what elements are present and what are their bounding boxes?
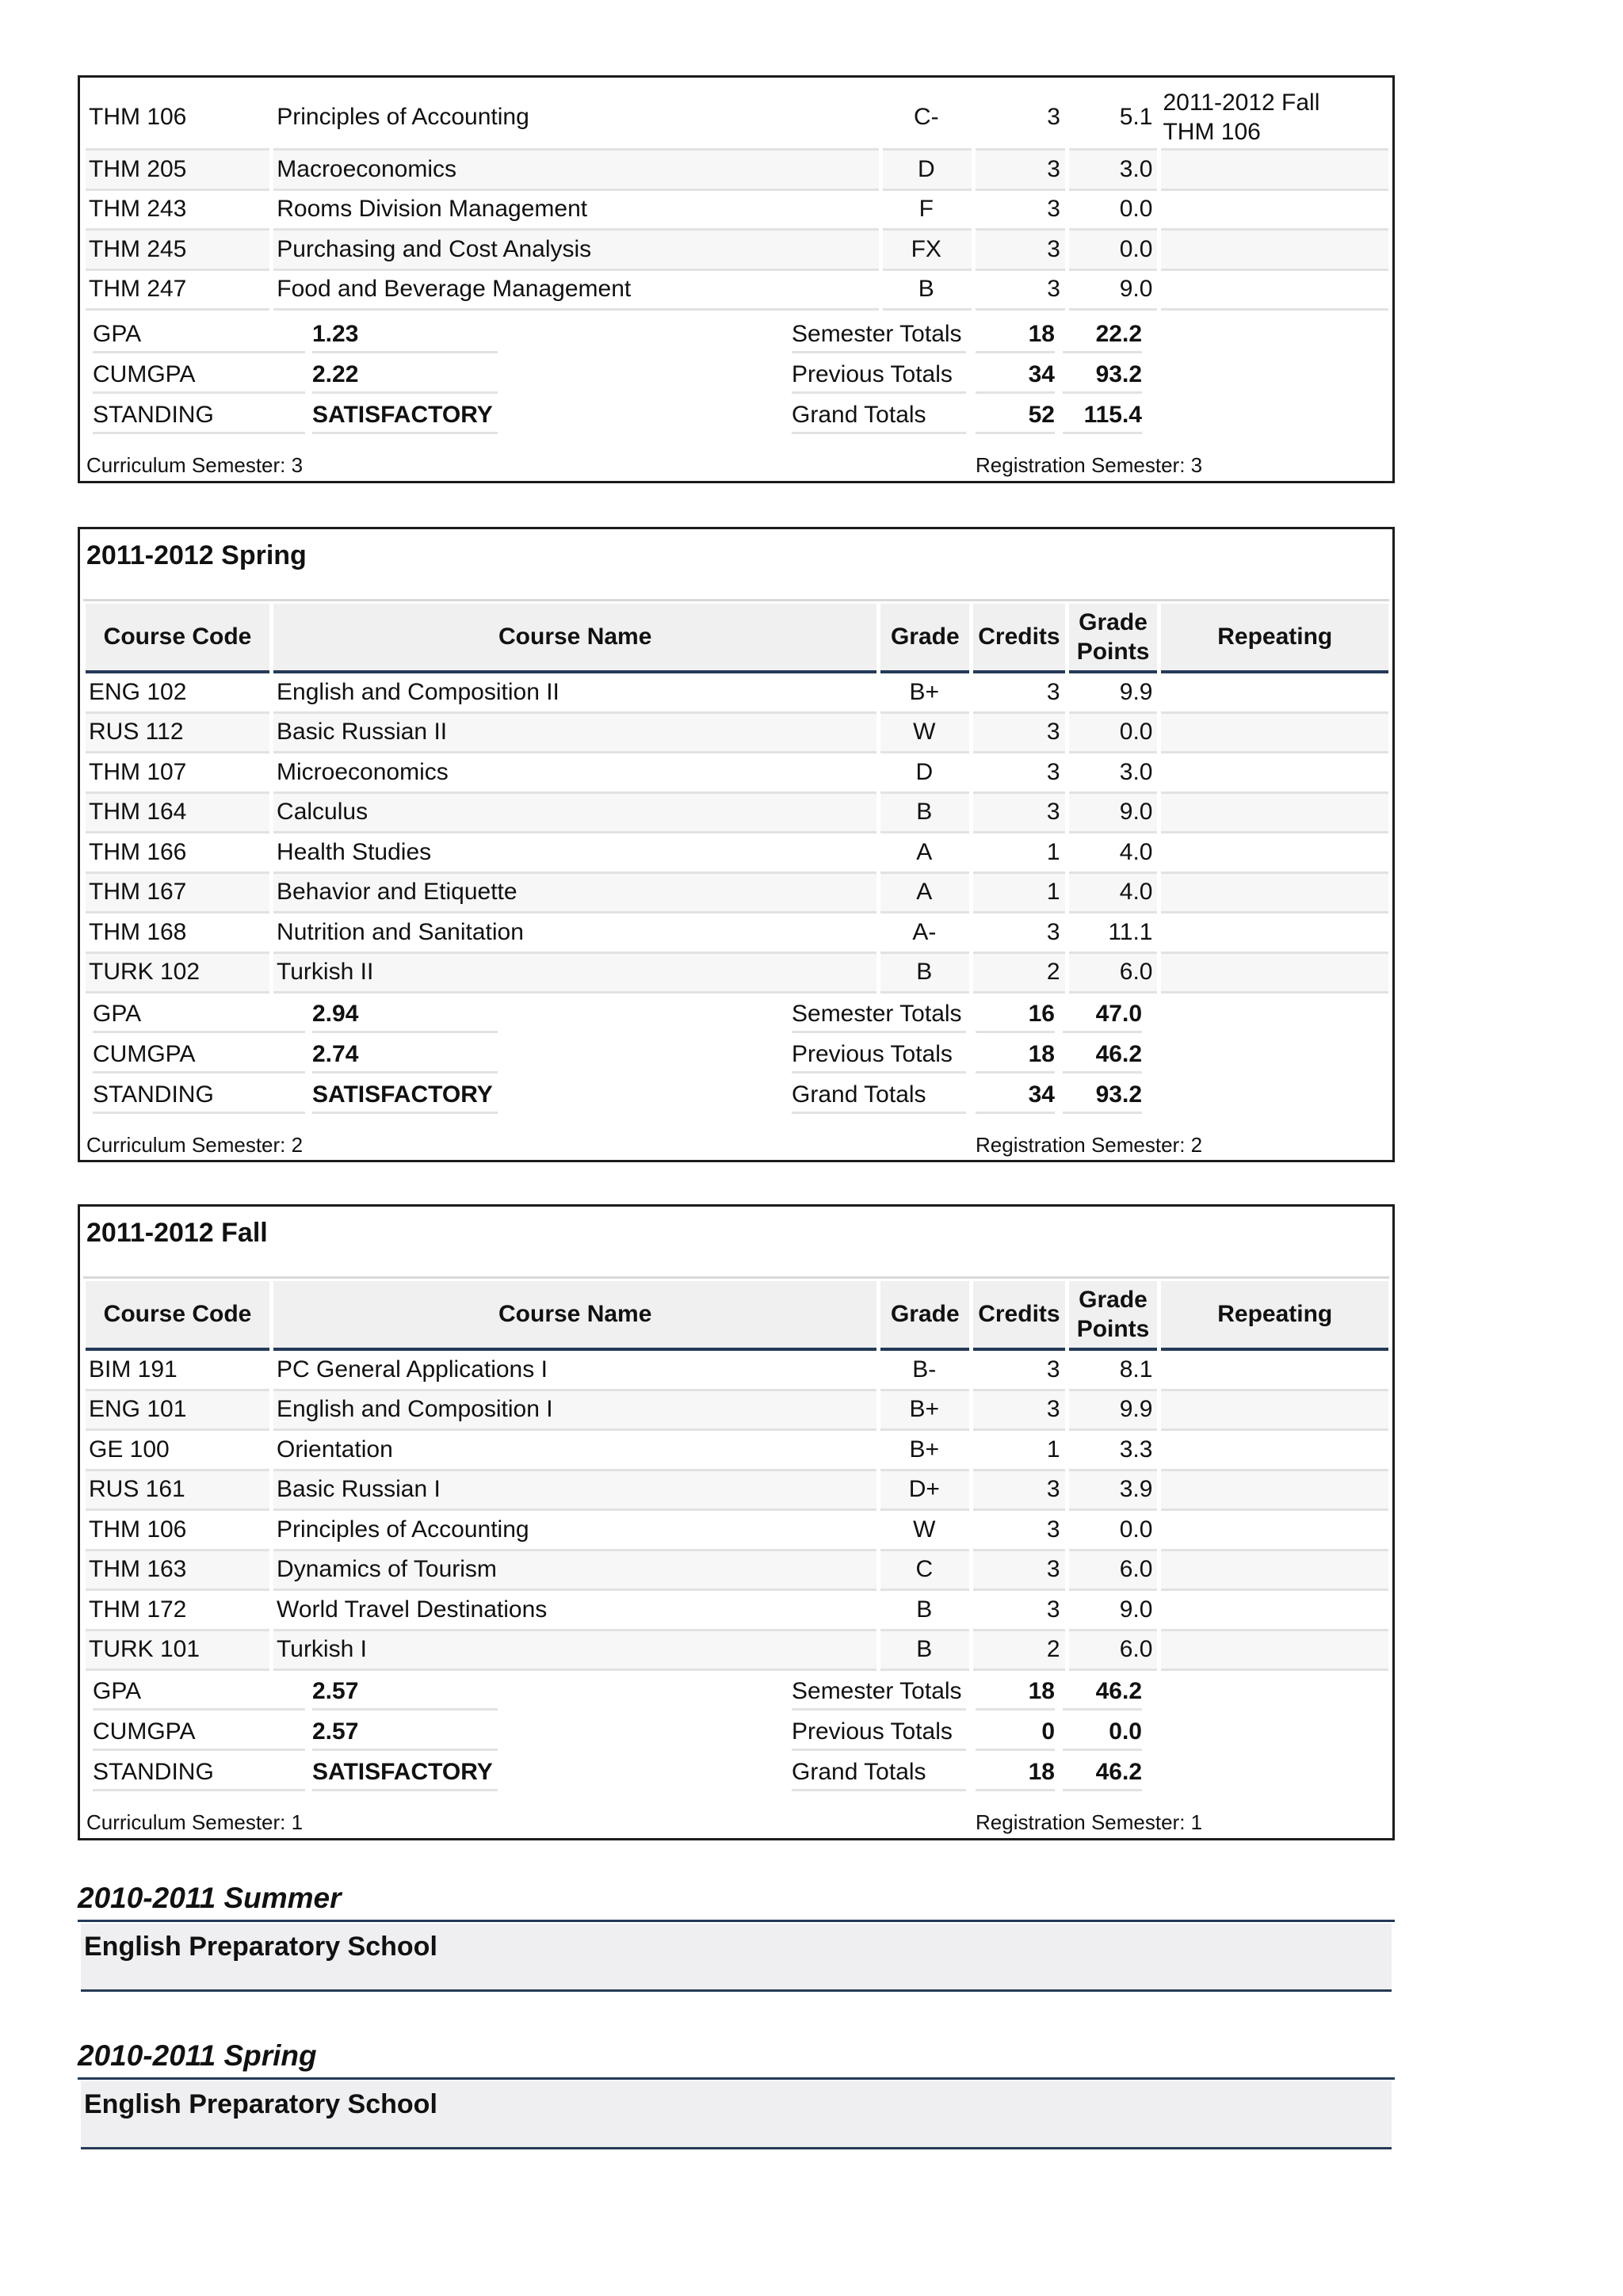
col-grade: Grade [880, 604, 969, 673]
semester-points: 46.2 [1063, 1672, 1142, 1711]
course-code: THM 247 [86, 271, 269, 311]
col-repeating: Repeating [1161, 1281, 1388, 1351]
semester-credits: 18 [976, 1672, 1055, 1711]
cumgpa-label: CUMGPA [93, 356, 305, 394]
course-credits: 3 [976, 271, 1065, 311]
course-name: Basic Russian I [273, 1471, 876, 1512]
course-name: Calculus [273, 794, 876, 834]
semester-title: 2011-2012 Fall [86, 1218, 268, 1248]
prep-term-heading: 2010-2011 Summer [78, 1882, 342, 1914]
course-name: English and Composition I [273, 1391, 876, 1432]
cumgpa-value: 2.74 [312, 1035, 498, 1074]
course-credits: 3 [976, 191, 1065, 231]
col-grade-points: Grade Points [1069, 1281, 1158, 1351]
course-code: TURK 101 [86, 1631, 269, 1672]
table-header-row [86, 604, 1388, 673]
previous-credits: 18 [976, 1035, 1055, 1074]
course-name: Purchasing and Cost Analysis [273, 231, 879, 271]
course-credits: 3 [973, 1351, 1064, 1391]
col-grade: Grade [880, 1281, 969, 1351]
course-repeating [1161, 151, 1388, 191]
course-grade: B+ [880, 673, 969, 714]
course-credits: 3 [973, 1471, 1064, 1512]
course-repeating [1161, 1551, 1388, 1592]
course-name: Dynamics of Tourism [273, 1551, 876, 1592]
cumgpa-value: 2.22 [312, 356, 498, 394]
course-grade: B [883, 271, 972, 311]
course-grade-points: 9.9 [1069, 673, 1158, 714]
repeating-term: 2011-2012 Fall [1163, 89, 1320, 116]
course-repeating [1161, 1391, 1388, 1432]
table-row [86, 753, 1388, 794]
course-grade-points: 4.0 [1069, 874, 1158, 914]
course-code: THM 164 [86, 794, 269, 834]
course-name: Macroeconomics [273, 151, 879, 191]
table-row [86, 1551, 1388, 1592]
col-course-name: Course Name [273, 1281, 876, 1351]
gpa-value: 2.94 [312, 995, 498, 1033]
course-grade: D [883, 151, 972, 191]
course-grade-points: 0.0 [1069, 191, 1158, 231]
table-row [86, 191, 1388, 231]
course-code: RUS 112 [86, 714, 269, 754]
course-code: THM 172 [86, 1591, 269, 1631]
course-repeating [1161, 231, 1388, 271]
course-grade-points: 3.3 [1069, 1431, 1158, 1471]
table-row [86, 271, 1388, 311]
table-row [86, 151, 1388, 191]
table-row [86, 794, 1388, 834]
grand-credits: 18 [976, 1753, 1055, 1791]
grand-totals-label: Grand Totals [792, 396, 966, 434]
course-credits: 2 [973, 954, 1064, 994]
course-name: Basic Russian II [273, 714, 876, 754]
previous-points: 46.2 [1063, 1035, 1142, 1074]
course-name: Turkish II [273, 954, 876, 994]
grand-points: 46.2 [1063, 1753, 1142, 1791]
standing-label: STANDING [93, 1753, 305, 1791]
col-repeating: Repeating [1161, 604, 1388, 673]
cumgpa-label: CUMGPA [93, 1713, 305, 1751]
course-grade-points: 0.0 [1069, 1511, 1158, 1551]
course-code: TURK 102 [86, 954, 269, 994]
prep-school-name: English Preparatory School [84, 1932, 437, 1962]
course-name: Food and Beverage Management [273, 271, 879, 311]
course-name: Principles of Accounting [273, 1511, 876, 1551]
title-divider [83, 599, 1389, 601]
course-credits: 3 [973, 1551, 1064, 1592]
prep-school-box [81, 1924, 1392, 1992]
title-divider [83, 1276, 1389, 1279]
semester-block-spring [78, 527, 1395, 1162]
table-row [86, 1511, 1388, 1551]
course-credits: 3 [973, 1591, 1064, 1631]
course-credits: 3 [973, 673, 1064, 714]
semester-credits: 16 [976, 995, 1055, 1033]
table-header-row [86, 1281, 1388, 1351]
course-code: THM 163 [86, 1551, 269, 1592]
course-code: THM 166 [86, 833, 269, 874]
gpa-label: GPA [93, 1672, 305, 1711]
col-grade-points: Grade Points [1069, 604, 1158, 673]
semester-credits: 18 [976, 315, 1055, 353]
col-credits: Credits [973, 604, 1064, 673]
course-grade-points: 3.9 [1069, 1471, 1158, 1512]
course-table [82, 86, 1392, 311]
standing-value: SATISFACTORY [312, 1076, 498, 1114]
course-grade: A [880, 874, 969, 914]
course-code: BIM 191 [86, 1351, 269, 1391]
table-row [86, 1431, 1388, 1471]
course-repeating [1161, 1631, 1388, 1672]
course-grade: D+ [880, 1471, 969, 1512]
course-repeating [1161, 1351, 1388, 1391]
course-grade: A [880, 833, 969, 874]
table-row [86, 954, 1388, 994]
course-repeating [1161, 271, 1388, 311]
course-repeating [1161, 833, 1388, 874]
col-course-code: Course Code [86, 604, 269, 673]
course-credits: 3 [976, 86, 1065, 151]
grand-totals-label: Grand Totals [792, 1076, 966, 1114]
cumgpa-label: CUMGPA [93, 1035, 305, 1074]
semester-points: 22.2 [1063, 315, 1142, 353]
course-grade: FX [883, 231, 972, 271]
course-table [82, 1281, 1392, 1671]
course-credits: 3 [973, 1391, 1064, 1432]
course-name: World Travel Destinations [273, 1591, 876, 1631]
course-grade: B [880, 954, 969, 994]
course-code: THM 168 [86, 913, 269, 954]
prep-school-box [81, 2081, 1392, 2149]
course-grade-points: 5.1 [1069, 86, 1158, 151]
course-name: Principles of Accounting [273, 86, 879, 151]
course-name: Behavior and Etiquette [273, 874, 876, 914]
course-grade-points: 6.0 [1069, 1551, 1158, 1592]
course-repeating [1161, 1471, 1388, 1512]
grand-points: 115.4 [1063, 396, 1142, 434]
course-credits: 3 [976, 231, 1065, 271]
course-name: PC General Applications I [273, 1351, 876, 1391]
course-code: THM 243 [86, 191, 269, 231]
repeating-course: THM 106 [1163, 118, 1261, 145]
course-grade: B+ [880, 1391, 969, 1432]
previous-points: 93.2 [1063, 356, 1142, 394]
grand-points: 93.2 [1063, 1076, 1142, 1114]
course-grade-points: 0.0 [1069, 231, 1158, 271]
col-course-name: Course Name [273, 604, 876, 673]
course-code: THM 106 [86, 86, 269, 151]
standing-label: STANDING [93, 1076, 305, 1114]
grand-credits: 52 [976, 396, 1055, 434]
prep-school-name: English Preparatory School [84, 2089, 437, 2119]
course-table [82, 604, 1392, 994]
grand-totals-label: Grand Totals [792, 1753, 966, 1791]
course-grade: C- [883, 86, 972, 151]
course-code: RUS 161 [86, 1471, 269, 1512]
course-grade-points: 11.1 [1069, 913, 1158, 954]
course-repeating [1161, 1591, 1388, 1631]
table-row [86, 874, 1388, 914]
course-credits: 1 [973, 874, 1064, 914]
course-repeating [1161, 673, 1388, 714]
previous-credits: 34 [976, 356, 1055, 394]
col-course-code: Course Code [86, 1281, 269, 1351]
course-name: Orientation [273, 1431, 876, 1471]
course-code: THM 167 [86, 874, 269, 914]
course-grade-points: 3.0 [1069, 151, 1158, 191]
course-repeating [1161, 1511, 1388, 1551]
course-code: THM 106 [86, 1511, 269, 1551]
prep-term-heading: 2010-2011 Spring [78, 2039, 317, 2072]
gpa-label: GPA [93, 995, 305, 1033]
course-repeating [1161, 1431, 1388, 1471]
course-grade: W [880, 714, 969, 754]
course-grade: W [880, 1511, 969, 1551]
gpa-value: 1.23 [312, 315, 498, 353]
course-grade-points: 9.0 [1069, 1591, 1158, 1631]
curriculum-semester: Curriculum Semester: 1 [86, 1810, 304, 1834]
course-grade-points: 6.0 [1069, 954, 1158, 994]
semester-points: 47.0 [1063, 995, 1142, 1033]
course-grade-points: 9.0 [1069, 794, 1158, 834]
previous-totals-label: Previous Totals [792, 1035, 966, 1074]
table-row [86, 913, 1388, 954]
cumgpa-value: 2.57 [312, 1713, 498, 1751]
course-code: GE 100 [86, 1431, 269, 1471]
course-repeating [1161, 753, 1388, 794]
table-row [86, 714, 1388, 754]
course-name: Nutrition and Sanitation [273, 913, 876, 954]
course-repeating [1161, 714, 1388, 754]
course-grade: B [880, 1631, 969, 1672]
curriculum-semester: Curriculum Semester: 2 [86, 1133, 304, 1157]
course-grade: C [880, 1551, 969, 1592]
course-credits: 1 [973, 1431, 1064, 1471]
table-row [86, 1351, 1388, 1391]
course-grade-points: 4.0 [1069, 833, 1158, 874]
course-credits: 2 [973, 1631, 1064, 1672]
course-code: ENG 102 [86, 673, 269, 714]
semester-totals-label: Semester Totals [792, 315, 966, 353]
course-name: Microeconomics [273, 753, 876, 794]
standing-value: SATISFACTORY [312, 396, 498, 434]
course-code: ENG 101 [86, 1391, 269, 1432]
col-credits: Credits [973, 1281, 1064, 1351]
course-repeating [1161, 86, 1388, 151]
table-row [86, 833, 1388, 874]
table-row [86, 231, 1388, 271]
semester-title: 2011-2012 Spring [86, 540, 307, 570]
standing-label: STANDING [93, 396, 305, 434]
course-grade: B [880, 794, 969, 834]
course-repeating [1161, 913, 1388, 954]
course-credits: 3 [973, 1511, 1064, 1551]
gpa-label: GPA [93, 315, 305, 353]
prep-divider [78, 1920, 1395, 1922]
standing-value: SATISFACTORY [312, 1753, 498, 1791]
semester-totals-label: Semester Totals [792, 995, 966, 1033]
previous-credits: 0 [976, 1713, 1055, 1751]
course-name: Rooms Division Management [273, 191, 879, 231]
course-credits: 3 [973, 913, 1064, 954]
table-row [86, 1631, 1388, 1672]
course-grade: D [880, 753, 969, 794]
course-grade-points: 3.0 [1069, 753, 1158, 794]
curriculum-semester: Curriculum Semester: 3 [86, 453, 304, 477]
registration-semester: Registration Semester: 1 [976, 1810, 1203, 1834]
course-grade-points: 8.1 [1069, 1351, 1158, 1391]
grand-credits: 34 [976, 1076, 1055, 1114]
course-grade-points: 9.9 [1069, 1391, 1158, 1432]
table-row [86, 673, 1388, 714]
course-grade-points: 6.0 [1069, 1631, 1158, 1672]
previous-totals-label: Previous Totals [792, 356, 966, 394]
course-credits: 3 [973, 714, 1064, 754]
course-grade: B [880, 1591, 969, 1631]
previous-points: 0.0 [1063, 1713, 1142, 1751]
course-name: Turkish I [273, 1631, 876, 1672]
course-code: THM 205 [86, 151, 269, 191]
course-grade-points: 9.0 [1069, 271, 1158, 311]
course-name: English and Composition II [273, 673, 876, 714]
course-repeating [1161, 874, 1388, 914]
prep-divider [78, 2077, 1395, 2080]
gpa-value: 2.57 [312, 1672, 498, 1711]
course-code: THM 245 [86, 231, 269, 271]
course-repeating [1161, 794, 1388, 834]
course-credits: 1 [973, 833, 1064, 874]
previous-totals-label: Previous Totals [792, 1713, 966, 1751]
registration-semester: Registration Semester: 3 [976, 453, 1203, 477]
table-row [86, 1591, 1388, 1631]
table-row [86, 1471, 1388, 1512]
course-grade: F [883, 191, 972, 231]
course-repeating [1161, 191, 1388, 231]
course-credits: 3 [976, 151, 1065, 191]
semester-block-fall [78, 1204, 1395, 1840]
course-grade: B+ [880, 1431, 969, 1471]
course-grade-points: 0.0 [1069, 714, 1158, 754]
table-row [86, 1391, 1388, 1432]
course-credits: 3 [973, 753, 1064, 794]
course-credits: 3 [973, 794, 1064, 834]
course-code: THM 107 [86, 753, 269, 794]
course-grade: B- [880, 1351, 969, 1391]
registration-semester: Registration Semester: 2 [976, 1133, 1203, 1157]
semester-block-continued [78, 75, 1395, 483]
table-row [86, 86, 1388, 151]
course-repeating [1161, 954, 1388, 994]
course-grade: A- [880, 913, 969, 954]
course-name: Health Studies [273, 833, 876, 874]
semester-totals-label: Semester Totals [792, 1672, 966, 1711]
